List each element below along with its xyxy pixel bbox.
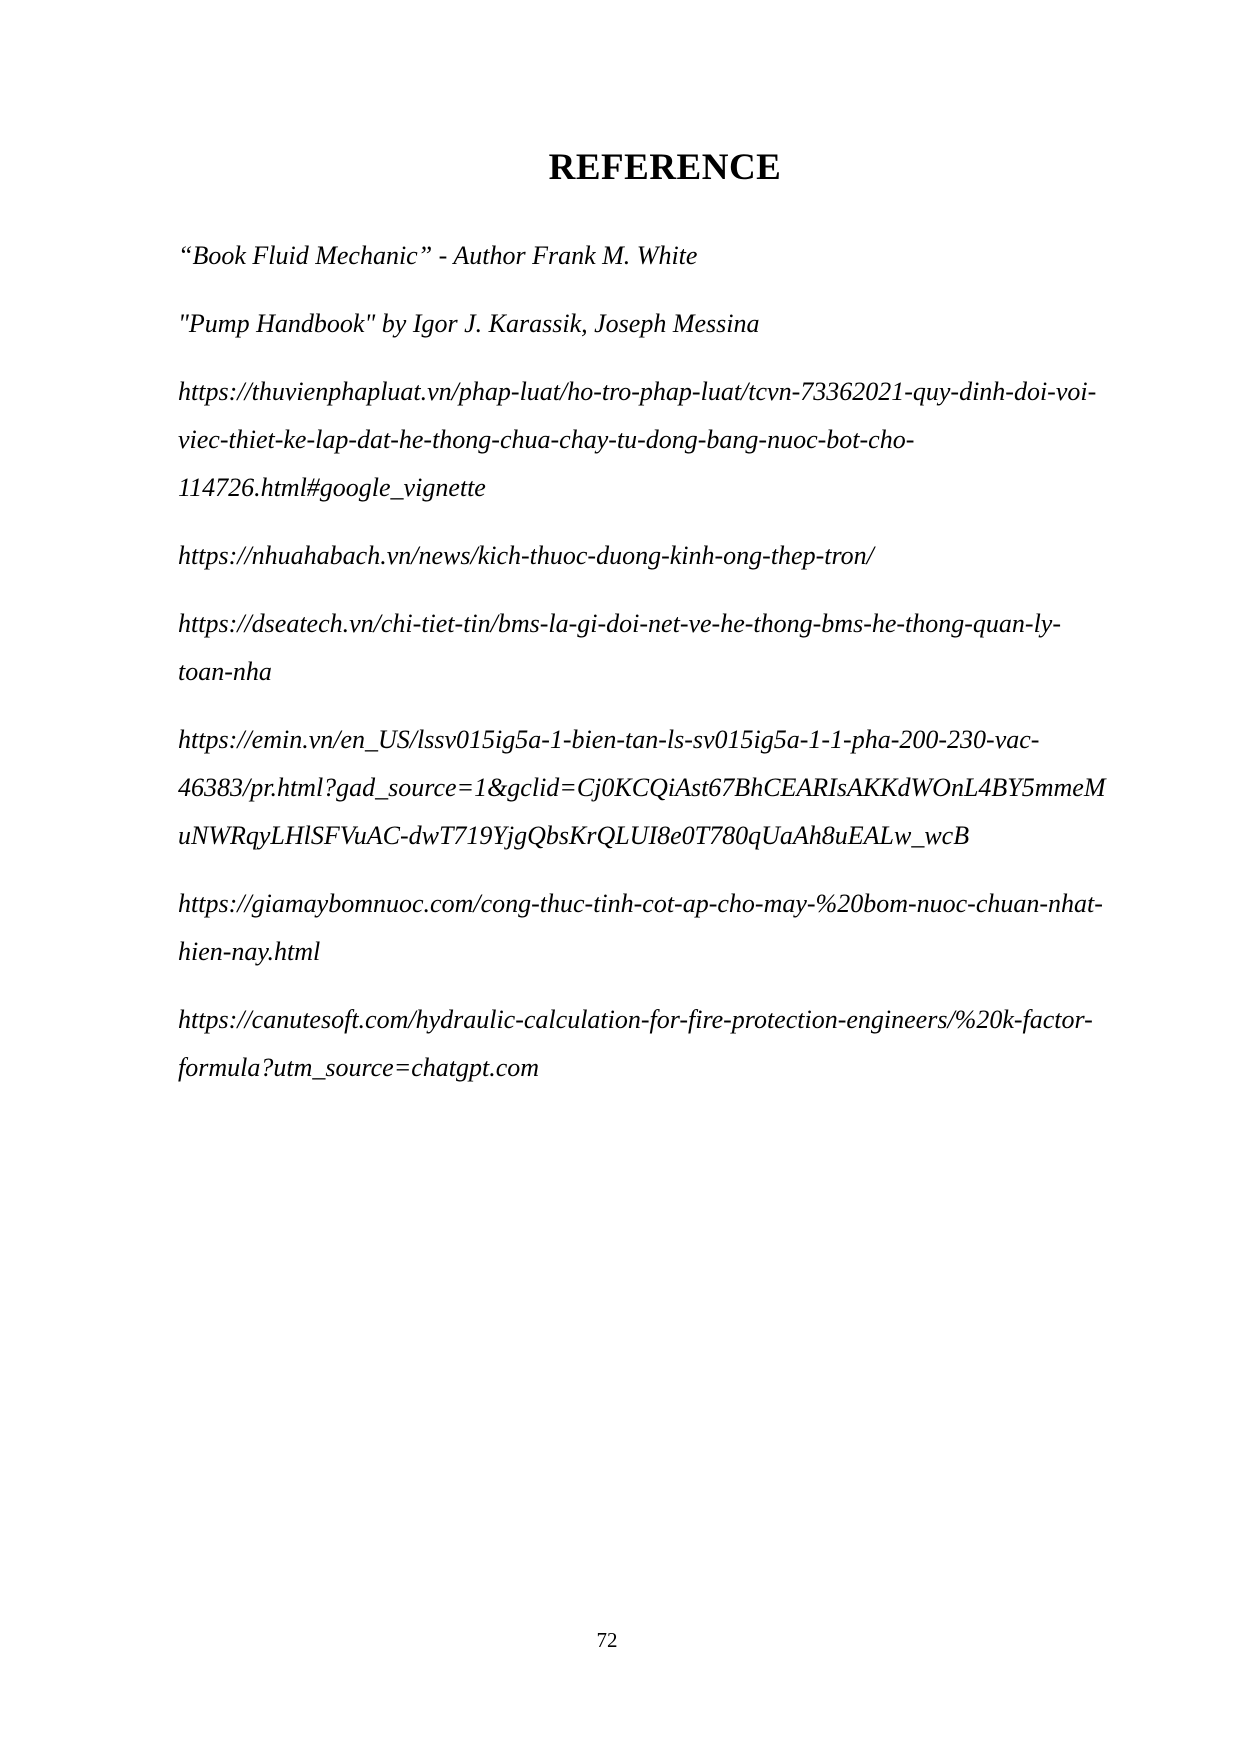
reference-link-text: hien-nay.html [178, 937, 321, 966]
reference-link-text: 114726.html#google_vignette [178, 473, 486, 502]
reference-item [178, 232, 1158, 280]
reference-link-text: toan-nha [178, 657, 272, 686]
reference-link-text: https://thuvienphapluat.vn/phap-luat/ho-tro-phap-luat/tcvn-73362021-quy-dinh-doi-voi- [178, 377, 1097, 406]
reference-item [178, 600, 1158, 696]
reference-link-text: viec-thiet-ke-lap-dat-he-thong-chua-chay-tu-dong-bang-nuoc-bot-cho- [178, 425, 915, 454]
reference-link-text: formula?utm_source=chatgpt.com [178, 1053, 540, 1082]
page-title: REFERENCE [548, 147, 782, 188]
reference-link-text: https://nhuahabach.vn/news/kich-thuoc-duong-kinh-ong-thep-tron/ [178, 541, 874, 570]
reference-link-text: https://canutesoft.com/hydraulic-calculation-for-fire-protection-engineers/%20k-factor- [178, 1005, 1093, 1034]
reference-link-text: uNWRqyLHlSFVuAC-dwT719YjgQbsKrQLUI8e0T780qUaAh8uEALw_wcB [178, 821, 970, 850]
reference-link-text: https://giamaybomnuoc.com/cong-thuc-tinh-cot-ap-cho-may-%20bom-nuoc-chuan-nhat- [178, 889, 1103, 918]
reference-text: "Pump Handbook" by Igor J. Karassik, Joseph Messina [178, 309, 760, 338]
reference-item [178, 880, 1158, 976]
reference-item [178, 300, 1158, 348]
reference-item [178, 368, 1158, 512]
reference-link-text: https://dseatech.vn/chi-tiet-tin/bms-la-gi-doi-net-ve-he-thong-bms-he-thong-quan-ly- [178, 609, 1062, 638]
page-number: 72 [596, 1628, 618, 1652]
reference-link-text: https://emin.vn/en_US/lssv015ig5a-1-bien-tan-ls-sv015ig5a-1-1-pha-200-230-vac- [178, 725, 1040, 754]
reference-link-text: 46383/pr.html?gad_source=1&gclid=Cj0KCQiAst67BhCEARIsAKKdWOnL4BY5mmeM [178, 773, 1106, 802]
reference-text: “Book Fluid Mechanic” - Author Frank M. White [178, 241, 698, 270]
reference-item [178, 716, 1158, 860]
reference-item [178, 996, 1158, 1092]
reference-list [178, 232, 1158, 1112]
reference-item [178, 532, 1158, 580]
